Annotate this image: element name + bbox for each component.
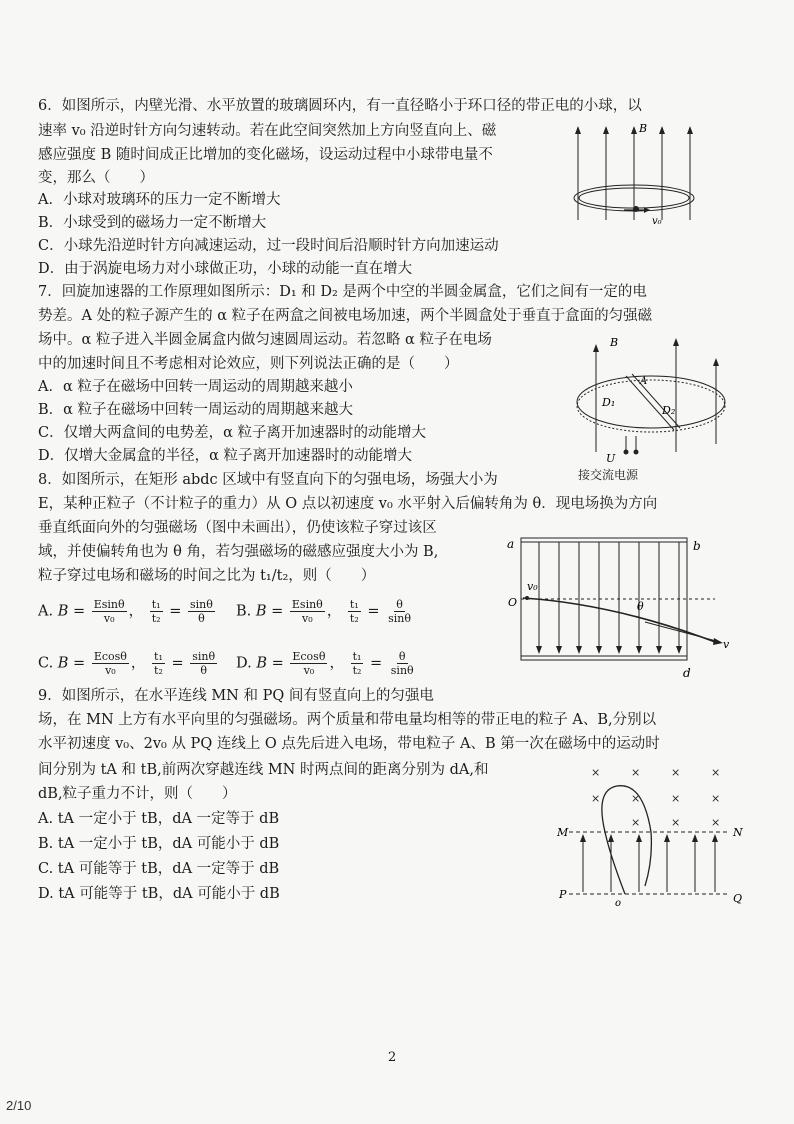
q9-option-d: D. tA 可能等于 tB，dA 可能小于 dB [38,886,280,902]
q8-field-figure [505,534,740,684]
q7-label-u: U [606,452,616,464]
q9-field-figure [555,760,750,908]
q8-line-3: 垂直纸面向外的匀强磁场（图中未画出），仍使该粒子穿过该区 [38,520,437,536]
q9-label-n: N [733,826,743,839]
q8-label-o: O [508,596,518,609]
q9-line-4: 间分别为 tA 和 tB,前两次穿越连线 MN 时两点间的距离分别为 dA,和 [38,762,489,778]
q8-label-theta: θ [637,600,644,613]
q9-option-c: C. tA 可能等于 tB，dA 一定等于 dB [38,861,280,877]
svg-text:×: × [631,766,641,779]
q9-line-1: 9．如图所示，在水平连线 MN 和 PQ 间有竖直向上的匀强电 [38,688,434,704]
svg-text:×: × [631,792,641,805]
q7-option-d: D．仅增大金属盒的半径，α 粒子离开加速器时的动能增大 [38,448,413,464]
q8-line-4: 域，并使偏转角也为 θ 角，若匀强磁场的磁感应强度大小为 B, [38,544,439,560]
q7-cyclotron-figure [566,332,736,464]
svg-text:×: × [711,792,721,805]
q7-line-1: 7．回旋加速器的工作原理如图所示：D₁ 和 D₂ 是两个中空的半圆金属盒，它们之间有一定的电 [38,284,647,300]
q7-caption: 接交流电源 [578,468,639,482]
svg-text:×: × [711,766,721,779]
q8-option-d: D. B = $\frac{Ecos\theta}{\text{v₀}}$ ， $\frac{\text{t₁}}{\text{t₂}}$ = $\frac{\theta}{\sin\theta}$ [236,650,414,677]
q6-line-4: 变，那么（ ） [38,170,154,186]
q7-line-3: 场中。α 粒子进入半圆金属盒内做匀速圆周运动。若忽略 α 粒子在电场 [38,332,492,348]
q6-line-3: 感应强度 B 随时间成正比增加的变化磁场，设运动过程中小球带电量不 [38,147,493,163]
page-counter: 2/10 [6,1098,32,1113]
q8-label-d: d [683,666,691,680]
svg-text:×: × [591,766,601,779]
svg-text:×: × [671,816,681,829]
q9-option-b: B. tA 一定小于 tB，dA 可能小于 dB [38,836,280,852]
svg-text:×: × [591,792,601,805]
q9-option-a: A. tA 一定小于 tB，dA 一定等于 dB [38,811,280,827]
q9-label-o: o [615,898,622,908]
q7-option-c: C．仅增大两盒间的电势差，α 粒子离开加速器时的动能增大 [38,425,426,441]
q8-line-2: E，某种正粒子（不计粒子的重力）从 O 点以初速度 v₀ 水平射入后偏转角为 θ．现电场换为方向 [38,496,658,512]
q9-label-q: Q [733,892,743,905]
q8-label-v0: v₀ [527,580,538,593]
q7-option-a: A．α 粒子在磁场中回转一周运动的周期越来越小 [38,379,353,395]
q7-label-a: A [640,376,648,387]
q8-label-a: a [507,537,515,551]
q9-label-m: M [557,826,569,839]
svg-text:×: × [631,816,641,829]
svg-text:×: × [711,816,721,829]
q6-line-2: 速率 v₀ 沿逆时针方向匀速转动。若在此空间突然加上方向竖直向上、磁 [38,123,497,139]
q6-label-b: B [639,122,648,135]
page-number: 2 [388,1050,397,1065]
q9-line-5: dB,粒子重力不计，则（ ） [38,786,237,802]
q8-option-c: C. B = $\frac{Ecos\theta}{\text{v₀}}$ ， $\frac{\text{t₁}}{\text{t₂}}$ = $\frac{\sin\theta}{\theta}$ [38,650,216,677]
svg-text:×: × [671,792,681,805]
q7-option-b: B．α 粒子在磁场中回转一周运动的周期越来越大 [38,402,354,418]
q8-label-v: v [723,638,730,651]
q6-option-c: C．小球先沿逆时针方向减速运动，过一段时间后沿顺时针方向加速运动 [38,238,499,254]
q7-line-4: 中的加速时间且不考虑相对论效应，则下列说法正确的是（ ） [38,356,459,372]
q8-option-a: A. B = $\frac{Esin\theta}{\text{v₀}}$ ， $\frac{\text{t₁}}{\text{t₂}}$ = $\frac{\sin\theta}{\theta}$ [38,598,213,625]
q6-option-a: A．小球对玻璃环的压力一定不断增大 [38,192,281,208]
q7-line-2: 势差。A 处的粒子源产生的 α 粒子在两盒之间被电场加速，两个半圆盒处于垂直于盒面的匀强磁 [38,308,653,324]
q7-label-b: B [610,336,619,349]
q8-line-1: 8．如图所示，在矩形 abdc 区域中有竖直向下的匀强电场，场强大小为 [38,472,498,488]
svg-text:×: × [671,766,681,779]
q6-ring-figure [566,120,716,230]
q6-label-v0: v₀ [652,216,662,227]
q8-label-b: b [693,539,701,553]
q6-option-b: B．小球受到的磁场力一定不断增大 [38,215,267,231]
q9-line-2: 场，在 MN 上方有水平向里的匀强磁场。两个质量和带电量均相等的带正电的粒子 A、B,分别以 [38,712,657,728]
q9-line-3: 水平初速度 v₀、2v₀ 从 PQ 连线上 O 点先后进入电场，带电粒子 A、B 第一次在磁场中的运动时 [38,736,660,752]
q7-label-d2: D₂ [662,404,676,417]
q8-option-b: B. B = $\frac{Esin\theta}{\text{v₀}}$ ， $\frac{\text{t₁}}{\text{t₂}}$ = $\frac{\theta}{\sin\theta}$ [236,598,412,625]
q7-label-d1: D₁ [602,396,616,409]
q8-line-5: 粒子穿过电场和磁场的时间之比为 t₁/t₂，则（ ） [38,568,376,584]
q6-option-d: D．由于涡旋电场力对小球做正功，小球的动能一直在增大 [38,261,413,277]
q9-label-p: P [559,888,567,901]
q6-line-1: 6．如图所示，内壁光滑、水平放置的玻璃圆环内，有一直径略小于环口径的带正电的小球，以 [38,98,642,114]
